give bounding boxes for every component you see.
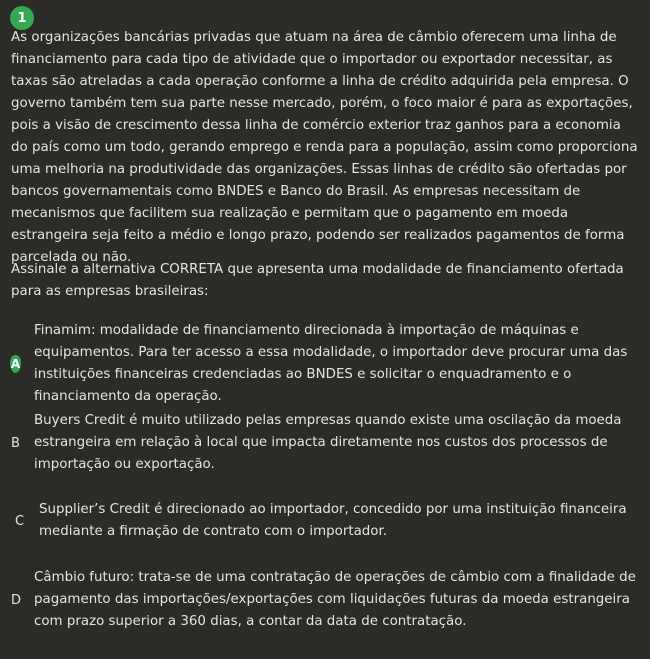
option-d-text: Câmbio futuro: trata-se de uma contratação de operações de câmbio com a finalidade de pagamento das importações/exportações com liquidações futuras da moeda estrangeira com prazo superior a 360 dias, a contar da data de contratação. bbox=[34, 570, 636, 629]
question-prompt: Assinale a alternativa CORRETA que apresenta uma modalidade de financiamento ofertada para as empresas brasileiras: bbox=[11, 262, 624, 299]
option-c-letter: C bbox=[15, 513, 25, 529]
option-b[interactable] bbox=[11, 410, 641, 476]
option-b-letter: B bbox=[11, 435, 20, 451]
option-a-letter-correct: A bbox=[10, 357, 21, 371]
question-statement: As organizações bancárias privadas que atuam na área de câmbio oferecem uma linha de financiamento para cada tipo de atividade que o importador ou exportador necessitar, as taxas são atreladas a cada operação conforme a linha de crédito adquirida pela empresa. O governo também tem sua parte nesse mercado, porém, o foco maior é para as exportações, pois a visão de crescimento dessa linha de comércio exterior traz ganhos para a economia do país como um todo, gerando emprego e renda para a população, assim como proporciona uma melhoria na produtividade das organizações. Essas linhas de crédito são ofertadas por bancos governamentais como BNDES e Banco do Brasil. As empresas necessitam de mecanismos que facilitem sua realização e permitam que o pagamento em moeda estrangeira seja feito a médio e longo prazo, podendo ser realizados pagamentos de forma parcelada ou não. bbox=[11, 30, 638, 265]
option-c-text: Supplier’s Credit é direcionado ao importador, concedido por uma instituição financeira mediante a firmação de contrato com o importador. bbox=[39, 502, 627, 539]
option-a-text: Finamim: modalidade de financiamento direcionada à importação de máquinas e equipamentos. Para ter acesso a essa modalidade, o importador deve procurar uma das instituições financeiras credenciadas ao BNDES e solicitar o enquadramento e o financiamento da operação. bbox=[34, 323, 628, 404]
option-d[interactable] bbox=[11, 567, 641, 633]
question-number-badge: 1 bbox=[10, 6, 34, 30]
option-c[interactable] bbox=[11, 499, 641, 543]
option-b-text: Buyers Credit é muito utilizado pelas empresas quando existe uma oscilação da moeda estrangeira em relação à local que impacta diretamente nos custos dos processos de importação ou exportação. bbox=[34, 413, 622, 472]
option-d-letter: D bbox=[11, 592, 22, 608]
option-a[interactable] bbox=[11, 320, 641, 408]
